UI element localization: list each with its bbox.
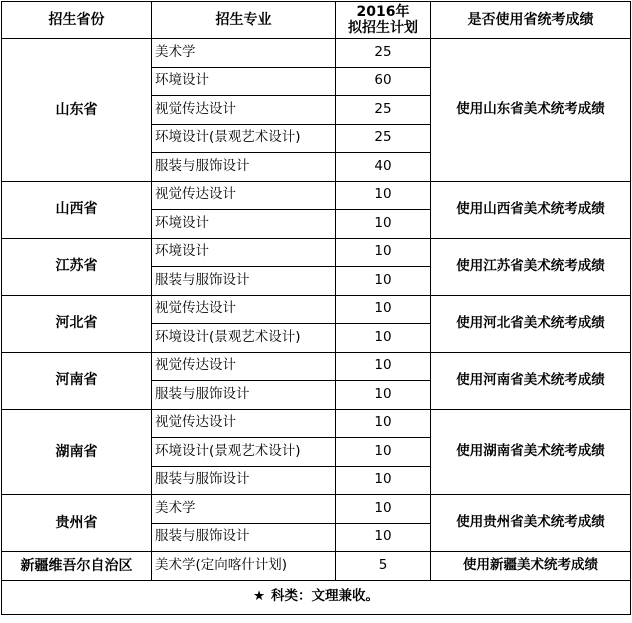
major-cell: 环境设计 xyxy=(152,67,336,96)
header-row xyxy=(2,2,631,39)
major-cell: 环境设计(景观艺术设计) xyxy=(152,324,336,353)
major-cell: 视觉传达设计 xyxy=(152,96,336,125)
header-plan xyxy=(336,2,431,39)
province-cell: 河南省 xyxy=(2,352,152,409)
table-row xyxy=(2,238,631,267)
score-policy-cell: 使用河北省美术统考成绩 xyxy=(431,295,631,352)
header-plan-year: 2016年 xyxy=(356,3,410,20)
plan-count-cell: 10 xyxy=(336,495,431,524)
plan-count-cell: 10 xyxy=(336,523,431,552)
major-cell: 美术学 xyxy=(152,39,336,68)
score-policy-cell: 使用贵州省美术统考成绩 xyxy=(431,495,631,552)
plan-count-cell: 10 xyxy=(336,352,431,381)
table-row xyxy=(2,295,631,324)
score-policy-cell: 使用江苏省美术统考成绩 xyxy=(431,238,631,295)
province-cell: 贵州省 xyxy=(2,495,152,552)
plan-count-cell: 25 xyxy=(336,39,431,68)
plan-count-cell: 10 xyxy=(336,210,431,239)
major-cell: 美术学 xyxy=(152,495,336,524)
major-cell: 环境设计(景观艺术设计) xyxy=(152,124,336,153)
table-row xyxy=(2,181,631,210)
plan-count-cell: 10 xyxy=(336,324,431,353)
plan-count-cell: 10 xyxy=(336,409,431,438)
score-policy-cell: 使用湖南省美术统考成绩 xyxy=(431,409,631,495)
major-cell: 视觉传达设计 xyxy=(152,295,336,324)
major-cell: 视觉传达设计 xyxy=(152,352,336,381)
province-cell: 湖南省 xyxy=(2,409,152,495)
major-cell: 视觉传达设计 xyxy=(152,409,336,438)
major-cell: 环境设计 xyxy=(152,210,336,239)
major-cell: 服装与服饰设计 xyxy=(152,466,336,495)
table-row xyxy=(2,352,631,381)
province-cell: 山西省 xyxy=(2,181,152,238)
footer-row xyxy=(2,580,631,614)
plan-count-cell: 25 xyxy=(336,124,431,153)
plan-count-cell: 25 xyxy=(336,96,431,125)
province-cell: 新疆维吾尔自治区 xyxy=(2,552,152,581)
score-policy-cell: 使用新疆美术统考成绩 xyxy=(431,552,631,581)
footer-note xyxy=(2,580,631,614)
plan-count-cell: 40 xyxy=(336,153,431,182)
plan-count-cell: 10 xyxy=(336,438,431,467)
plan-count-cell: 10 xyxy=(336,181,431,210)
score-policy-cell: 使用山西省美术统考成绩 xyxy=(431,181,631,238)
star-icon: ★ xyxy=(252,588,266,605)
major-cell: 环境设计 xyxy=(152,238,336,267)
major-cell: 视觉传达设计 xyxy=(152,181,336,210)
header-major: 招生专业 xyxy=(152,2,336,39)
table-row xyxy=(2,552,631,581)
major-cell: 服装与服饰设计 xyxy=(152,267,336,296)
province-cell: 河北省 xyxy=(2,295,152,352)
table-body xyxy=(2,39,631,581)
header-score: 是否使用省统考成绩 xyxy=(431,2,631,39)
table-row xyxy=(2,409,631,438)
plan-count-cell: 5 xyxy=(336,552,431,581)
plan-count-cell: 60 xyxy=(336,67,431,96)
province-cell: 山东省 xyxy=(2,39,152,182)
major-cell: 美术学(定向喀什计划) xyxy=(152,552,336,581)
plan-count-cell: 10 xyxy=(336,381,431,410)
footer-text: 科类：文理兼收。 xyxy=(271,588,380,605)
plan-count-cell: 10 xyxy=(336,238,431,267)
major-cell: 服装与服饰设计 xyxy=(152,381,336,410)
plan-count-cell: 10 xyxy=(336,466,431,495)
major-cell: 服装与服饰设计 xyxy=(152,523,336,552)
major-cell: 环境设计(景观艺术设计) xyxy=(152,438,336,467)
table-row xyxy=(2,39,631,68)
score-policy-cell: 使用河南省美术统考成绩 xyxy=(431,352,631,409)
enrollment-plan-table xyxy=(1,1,631,615)
plan-count-cell: 10 xyxy=(336,267,431,296)
plan-count-cell: 10 xyxy=(336,295,431,324)
header-plan-label: 拟招生计划 xyxy=(348,20,418,36)
province-cell: 江苏省 xyxy=(2,238,152,295)
table-row xyxy=(2,495,631,524)
score-policy-cell: 使用山东省美术统考成绩 xyxy=(431,39,631,182)
major-cell: 服装与服饰设计 xyxy=(152,153,336,182)
header-province: 招生省份 xyxy=(2,2,152,39)
